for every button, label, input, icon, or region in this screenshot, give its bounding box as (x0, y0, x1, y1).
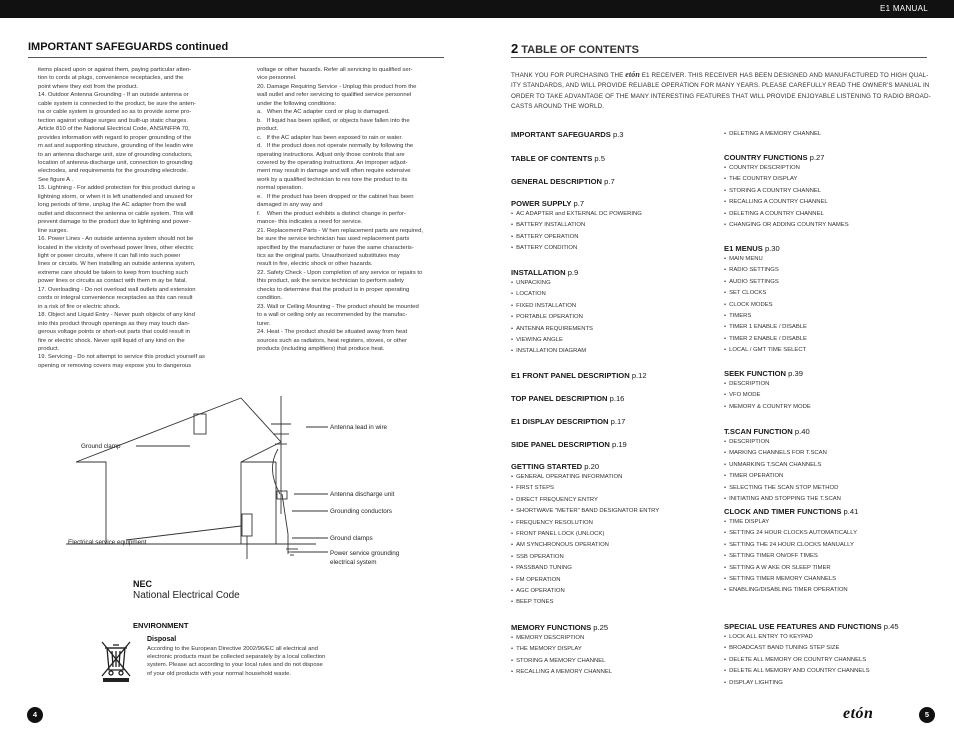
left-heading-divider (28, 57, 444, 58)
toc-section (724, 368, 811, 413)
toc-item: • RADIO SETTINGS (724, 265, 807, 276)
toc-section-title (511, 198, 642, 209)
top-bar (0, 0, 954, 18)
intro-text: ORDER TO TAKE ADVANTAGE OF THE MANY INTERESTING FEATURES THAT WILL PROVIDE ENJOYABLE LISTENING TO RADIO BROAD- (511, 92, 931, 100)
safeguard-line: fire or electric shock. Never spill liquid of any kind on the (38, 337, 185, 344)
toc-section (511, 267, 593, 358)
safeguard-line: result in fire, electric shock or other hazards. (257, 261, 373, 268)
safeguards-column-1 (38, 66, 228, 370)
label-grounding-conductors: Grounding conductors (330, 508, 392, 515)
toc-item: • FIRST STEPS (511, 483, 659, 494)
toc-page-ref: p.19 (612, 440, 627, 449)
safeguard-line: turer. (257, 320, 271, 327)
safeguard-line: 23. Wall or Ceiling Mounting - The product should be mounted (257, 303, 419, 310)
intro-line (511, 70, 931, 81)
right-page-heading (511, 41, 639, 56)
toc-item: • UNMARKING T.SCAN CHANNELS (724, 460, 841, 471)
safeguard-line: 20. Damage Requiring Service - Unplug this product from the (257, 83, 417, 90)
toc-item: • UNPACKING (511, 278, 593, 289)
toc-item: • AUDIO SETTINGS (724, 277, 807, 288)
safeguard-line: 22. Safety Check - Upon completion of any service or repairs to (257, 269, 423, 276)
safeguard-line: 24. Heat - The product should be situated away from heat (257, 329, 408, 336)
toc-item: • SHORTWAVE "METER" BAND DESIGNATOR ENTRY (511, 506, 659, 517)
toc-item: • TIME DISPLAY (724, 517, 858, 528)
safeguard-line: cords or integral convenience receptacles as this can result (38, 295, 193, 302)
safeguard-line: items placed upon or against them, paying particular atten- (38, 67, 192, 73)
safeguard-line: See figure A . (38, 176, 74, 183)
toc-item: • THE MEMORY DISPLAY (511, 644, 612, 655)
toc-title-text: GETTING STARTED (511, 462, 583, 471)
toc-section (511, 153, 605, 164)
disposal-line: system. Please act according to your local rules and do not dispose (147, 662, 323, 669)
toc-title-text: POWER SUPPLY (511, 199, 572, 208)
safeguard-line: 16. Power Lines - An outside antenna system should not be (38, 236, 194, 243)
toc-item: • BEEP TONES (511, 597, 659, 608)
toc-item: • PASSBAND TUNING (511, 563, 659, 574)
disposal-line: According to the European Directive 2002/96/EC all electrical and (147, 646, 318, 652)
safeguard-line: 18. Object and Liquid Entry - Never push objects of any kind (38, 312, 195, 319)
toc-section-title (724, 426, 841, 437)
safeguard-line: 21. Replacement Parts - W hen replacement parts are required, (257, 227, 423, 234)
safeguard-line: a. When the AC adapter cord or plug is damaged. (257, 109, 390, 116)
safeguard-line: be sure the service technician has used replacement parts (257, 236, 410, 243)
toc-item: • VFO MODE (724, 390, 811, 401)
toc-title-text: SEEK FUNCTION (724, 369, 787, 378)
toc-item: • ANTENNA REQUIREMENTS (511, 324, 593, 335)
toc-page-ref: p.25 (593, 623, 609, 632)
intro-line (511, 102, 931, 112)
toc-page-ref: p.7 (573, 199, 585, 208)
intro-brand: etón (625, 70, 640, 79)
toc-page-ref: p.3 (612, 130, 624, 139)
toc-section-title (724, 506, 858, 517)
safeguard-line: mance- this indicates a need for service. (257, 219, 363, 226)
safeguard-line: under the following conditions: (257, 100, 337, 107)
safeguard-line: ment may result in damage and will often require extensive (257, 168, 411, 175)
toc-section (724, 621, 899, 689)
toc-item: • THE COUNTRY DISPLAY (724, 174, 849, 185)
toc-item: • CLOCK MODES (724, 300, 807, 311)
toc-item: • BATTERY INSTALLATION (511, 220, 642, 231)
safeguard-line: long periods of time, unplug the AC adapter from the wall (38, 202, 187, 209)
disposal-heading: Disposal (147, 636, 177, 643)
toc-section-title (511, 370, 647, 381)
toc-title-text: T.SCAN FUNCTION (724, 427, 793, 436)
toc-item: • DESCRIPTION (724, 379, 811, 390)
safeguard-line: provides information with regard to proper grounding of the (38, 134, 192, 141)
safeguard-line: outlet and disconnect the antenna or cable system. This will (38, 210, 194, 217)
toc-section-title (511, 439, 627, 450)
safeguard-line: tection against voltage surges and built-up static charges. (38, 117, 188, 124)
toc-item: • MEMORY DESCRIPTION (511, 633, 612, 644)
toc-item: • SETTING TIMER MEMORY CHANNELS (724, 574, 858, 585)
toc-item: • AGC OPERATION (511, 586, 659, 597)
toc-item: • DIRECT FREQUENCY ENTRY (511, 495, 659, 506)
toc-section (511, 461, 659, 609)
section-number: 2 (511, 41, 519, 56)
safeguard-line: tics as the original parts. Unauthorized substitutes may (257, 252, 400, 259)
toc-page-ref: p.12 (631, 371, 647, 380)
toc-item: • RECALLING A COUNTRY CHANNEL (724, 197, 849, 208)
eton-logo: etón (843, 705, 874, 722)
toc-section-title (724, 152, 849, 163)
toc-item: • FIXED INSTALLATION (511, 301, 593, 312)
toc-section (724, 506, 858, 597)
safeguard-line: opening or removing covers may expose you to dangerous (38, 362, 192, 369)
toc-section (724, 426, 841, 505)
toc-section (511, 439, 627, 450)
intro-line (511, 81, 931, 91)
right-heading-divider (511, 57, 927, 58)
toc-item: • SETTING A W AKE OR SLEEP TIMER (724, 563, 858, 574)
toc-title-text: E1 FRONT PANEL DESCRIPTION (511, 371, 630, 380)
toc-page-ref: p.9 (567, 268, 579, 277)
safeguard-line: operating instructions. Adjust only those controls that are (257, 151, 405, 158)
toc-page-ref: p.41 (843, 507, 859, 516)
toc-title-text: TOP PANEL DESCRIPTION (511, 394, 608, 403)
page-number-right: 5 (919, 707, 935, 723)
toc-title-text: E1 MENUS (724, 244, 763, 253)
toc-section (511, 370, 647, 381)
safeguard-line: 15. Lightning - For added protection for this product during a (38, 185, 195, 192)
toc-section-title (511, 129, 624, 140)
safeguard-line: condition. (257, 295, 283, 302)
toc-title-text: CLOCK AND TIMER FUNCTIONS (724, 507, 842, 516)
safeguard-line: 19. Servicing - Do not attempt to service this product yourself as (38, 354, 205, 361)
label-antenna-lead: Antenna lead in wire (330, 424, 388, 431)
left-page-heading: IMPORTANT SAFEGUARDS continued (28, 41, 229, 53)
safeguard-line: in a risk of fire or electric shock. (38, 303, 121, 310)
safeguard-line: work by a qualified technician to res tore the product to its (257, 176, 408, 183)
toc-item: • TIMERS (724, 311, 807, 322)
toc-item: • AC ADAPTER and EXTERNAL DC POWERING (511, 209, 642, 220)
safeguard-line: lightning storm, or when it is left unattended and unused for (38, 193, 193, 200)
intro-text: CASTS AROUND THE WORLD. (511, 103, 605, 111)
safeguard-line: specified by the manufacturer or have the same characteris- (257, 244, 414, 251)
toc-page-ref: p.7 (604, 177, 615, 186)
toc-item: • FRONT PANEL LOCK (UNLOCK) (511, 529, 659, 540)
safeguard-line: tion to cords at plugs, convenience receptacles, and the (38, 75, 184, 82)
safeguard-line: product. (38, 345, 60, 352)
toc-item: • MEMORY & COUNTRY MODE (724, 402, 811, 413)
safeguards-column-2 (257, 66, 447, 353)
page-number-left: 4 (27, 707, 43, 723)
toc-item: • TIMER OPERATION (724, 471, 841, 482)
safeguard-line: located in the vicinity of overhead power lines, other electric (38, 244, 194, 251)
toc-item: • BATTERY OPERATION (511, 232, 642, 243)
label-power-grounding-1: Power service grounding (330, 550, 400, 557)
toc-item: • MARKING CHANNELS FOR T.SCAN (724, 448, 841, 459)
toc-item: • VIEWING ANGLE (511, 335, 593, 346)
toc-item: • SSB OPERATION (511, 552, 659, 563)
label-discharge-unit: Antenna discharge unit (330, 491, 395, 498)
toc-item: • TIMER 2 ENABLE / DISABLE (724, 334, 807, 345)
safeguard-line: na or cable system is grounded so as to provide some pro- (38, 109, 192, 116)
label-ground-clamps: Ground clamps (330, 535, 373, 542)
house-roof (76, 398, 281, 544)
toc-item: • LOCK ALL ENTRY TO KEYPAD (724, 632, 899, 643)
safeguard-line: 14. Outdoor Antenna Grounding - If an outside antenna or (38, 92, 189, 99)
toc-section (724, 243, 807, 357)
toc-section-title (724, 368, 811, 379)
toc-section-title (724, 243, 807, 254)
disposal-line: of your old products with your normal household waste. (147, 670, 292, 677)
toc-section (724, 129, 821, 140)
safeguard-line: d. If the product does not operate normally by following the (257, 143, 414, 150)
toc-item: • INITIATING AND STOPPING THE T.SCAN (724, 494, 841, 505)
disposal-line: electronic products must be collected separately by a local collection (147, 654, 326, 661)
intro-text: THANK YOU FOR PURCHASING THE (511, 72, 626, 79)
safeguard-line: lines or circuits. W hen installing an outside antenna system, (38, 261, 196, 268)
safeguard-line: extreme care should be taken to keep from touching such (38, 269, 188, 276)
toc-section (511, 198, 642, 255)
toc-item: • AM SYNCHRONOUS OPERATION (511, 540, 659, 551)
toc-item: • STORING A MEMORY CHANNEL (511, 656, 612, 667)
toc-heading: TABLE OF CONTENTS (521, 44, 639, 56)
crossed-bin-icon (98, 636, 134, 684)
safeguard-line: gerous voltage points or short-out parts that could result in (38, 329, 190, 336)
toc-section (511, 176, 615, 187)
safeguard-line: covered by the operating instructions. An improper adjust- (257, 159, 408, 166)
label-ground-clamp: Ground clamp (81, 443, 121, 450)
safeguard-line: products (including amplifiers) that produce heat. (257, 345, 385, 352)
toc-section (724, 152, 849, 231)
safeguard-line: normal operation. (257, 185, 303, 192)
safeguard-line: f. When the product exhibits a distinct change in perfor- (257, 210, 406, 217)
safeguard-line: to an antenna discharge unit, size of grounding conductors, (38, 151, 193, 158)
safeguard-line: checks to determine that the product is in proper operating (257, 286, 410, 293)
toc-item: • CHANGING OR ADDING COUNTRY NAMES (724, 220, 849, 231)
toc-item: • RECALLING A MEMORY CHANNEL (511, 667, 612, 678)
toc-page-ref: p.40 (794, 427, 810, 436)
manual-title: E1 MANUAL (879, 4, 928, 13)
intro-text: E1 RECEIVER. THIS RECEIVER HAS BEEN DESIGNED AND MANUFACTURED TO HIGH QUAL- (639, 72, 929, 79)
safeguard-line: e. If the product has been dropped or the cabinet has been (257, 193, 414, 200)
safeguard-line: b. If liquid has been spilled, or objects have fallen into the (257, 117, 410, 124)
safeguard-line: c. If the AC adapter has been exposed to rain or water. (257, 134, 403, 141)
toc-section (511, 416, 625, 427)
toc-page-ref: p.17 (610, 417, 626, 426)
toc-item: • ENABLING/DISABLING TIMER OPERATION (724, 585, 858, 596)
safeguard-line: voltage or other hazards. Refer all servicing to qualified ser- (257, 67, 413, 73)
toc-item: • FM OPERATION (511, 575, 659, 586)
safeguard-line: power lines or circuits as contact with them m ay be fatal. (38, 278, 187, 285)
toc-title-text: SIDE PANEL DESCRIPTION (511, 440, 610, 449)
toc-item: • DELETING A MEMORY CHANNEL (724, 129, 821, 140)
toc-section-title (511, 622, 612, 633)
safeguard-line: into this product through openings as they may touch dan- (38, 320, 190, 327)
house-chimney (194, 414, 206, 434)
safeguard-line: Article 810 of the National Electrical Code, ANSI/NFPA 70, (38, 126, 190, 133)
toc-section-title (511, 461, 659, 472)
safeguard-line: point where they exit from the product. (38, 83, 139, 90)
safeguard-line: cable system is connected to the product, be sure the anten- (38, 100, 196, 107)
toc-section (511, 393, 624, 404)
toc-item: • SETTING TIMER ON/OFF TIMES (724, 551, 858, 562)
toc-section (511, 622, 612, 679)
safeguard-line: line surges. (38, 227, 69, 234)
safeguard-line: damaged in any way and (257, 202, 323, 209)
toc-item: • COUNTRY DESCRIPTION (724, 163, 849, 174)
safeguard-line: light or power circuits, where it can fall into such power (38, 252, 181, 259)
nec-name: National Electrical Code (133, 590, 240, 601)
toc-item: • TIMER 1 ENABLE / DISABLE (724, 322, 807, 333)
toc-item: • FREQUENCY RESOLUTION (511, 518, 659, 529)
safeguard-line: location of antenna-discharge unit, connection to grounding (38, 159, 193, 166)
intro-line (511, 92, 931, 102)
nec-code: NEC (133, 579, 153, 589)
toc-item: • PORTABLE OPERATION (511, 312, 593, 323)
toc-item: • SETTING 24 HOUR CLOCKS AUTOMATICALLY (724, 528, 858, 539)
toc-title-text: TABLE OF CONTENTS (511, 154, 593, 163)
safeguard-line: wall outlet and refer servicing to qualified service personnel (257, 92, 412, 99)
toc-item: • DISPLAY LIGHTING (724, 678, 899, 689)
safeguard-line: this product, ask the service technician to perform safety (257, 278, 405, 285)
toc-page-ref: p.39 (788, 369, 803, 378)
safeguard-line: m ast and supporting structure, grounding of the leadin wire (38, 143, 194, 150)
toc-section-title (724, 621, 899, 632)
toc-item: • DELETE ALL MEMORY OR COUNTRY CHANNELS (724, 655, 899, 666)
toc-page-ref: p.45 (883, 622, 899, 631)
toc-section-title (511, 176, 615, 187)
toc-title-text: SPECIAL USE FEATURES AND FUNCTIONS (724, 622, 882, 631)
toc-item: • MAIN MENU (724, 254, 807, 265)
label-electrical-equipment: Electrical service equipment (68, 539, 147, 546)
toc-section (511, 129, 624, 140)
toc-item: • GENERAL OPERATING INFORMATION (511, 472, 659, 483)
toc-title-text: MEMORY FUNCTIONS (511, 623, 592, 632)
toc-item: • SETTING THE 24 HOUR CLOCKS MANUALLY (724, 540, 858, 551)
toc-section-title (511, 267, 593, 278)
safeguard-line: to a wall or ceiling only as recommended by the manufac- (257, 312, 408, 319)
safeguard-line: product. (257, 126, 279, 133)
label-power-grounding-2: electrical system (330, 559, 377, 566)
toc-title-text: INSTALLATION (511, 268, 566, 277)
safeguard-line: vice personnel. (257, 75, 297, 82)
toc-title-text: COUNTRY FUNCTIONS (724, 153, 808, 162)
toc-item: • DELETE ALL MEMORY AND COUNTRY CHANNELS (724, 666, 899, 677)
toc-section-title (511, 153, 605, 164)
safeguard-line: sources such as radiators, heat registers, stoves, or other (257, 337, 407, 344)
intro-paragraph (511, 70, 931, 113)
toc-item: • BATTERY CONDITION (511, 243, 642, 254)
toc-item: • INSTALLATION DIAGRAM (511, 346, 593, 357)
antenna-grounding-diagram (66, 394, 406, 574)
toc-item: • LOCATION (511, 289, 593, 300)
toc-page-ref: p.20 (584, 462, 600, 471)
toc-title-text: GENERAL DESCRIPTION (511, 177, 602, 186)
toc-page-ref: p.27 (809, 153, 825, 162)
intro-text: ITY STANDARDS, AND WILL PROVIDE RELIABLE OPERATION FOR MANY YEARS. PLEASE CAREFULLY READ THE OWNER'S MANUAL IN (511, 82, 930, 90)
electrical-box (242, 514, 252, 536)
toc-page-ref: p.5 (594, 154, 605, 163)
safeguard-line: electrodes, and requirements for the grounding electrode. (38, 168, 188, 175)
toc-item: • SELECTING THE SCAN STOP METHOD (724, 483, 841, 494)
toc-item: • SET CLOCKS (724, 288, 807, 299)
toc-page-ref: p.30 (764, 244, 780, 253)
toc-item: • DESCRIPTION (724, 437, 841, 448)
environment-heading: ENVIRONMENT (133, 621, 189, 630)
safeguard-line: 17. Overloading - Do not overload wall outlets and extension (38, 286, 196, 293)
toc-title-text: IMPORTANT SAFEGUARDS (511, 130, 611, 139)
toc-title-text: E1 DISPLAY DESCRIPTION (511, 417, 609, 426)
disposal-text (147, 645, 325, 678)
safeguard-line: prevent damage to the product due to lightning and power- (38, 219, 191, 226)
toc-item: • LOCAL / GMT TIME SELECT (724, 345, 807, 356)
toc-item: • DELETING A COUNTRY CHANNEL (724, 209, 849, 220)
toc-section-title (511, 393, 624, 404)
toc-item: • BROADCAST BAND TUNING STEP SIZE (724, 643, 899, 654)
toc-page-ref: p.16 (609, 394, 625, 403)
toc-section-title (511, 416, 625, 427)
toc-item: • STORING A COUNTRY CHANNEL (724, 186, 849, 197)
